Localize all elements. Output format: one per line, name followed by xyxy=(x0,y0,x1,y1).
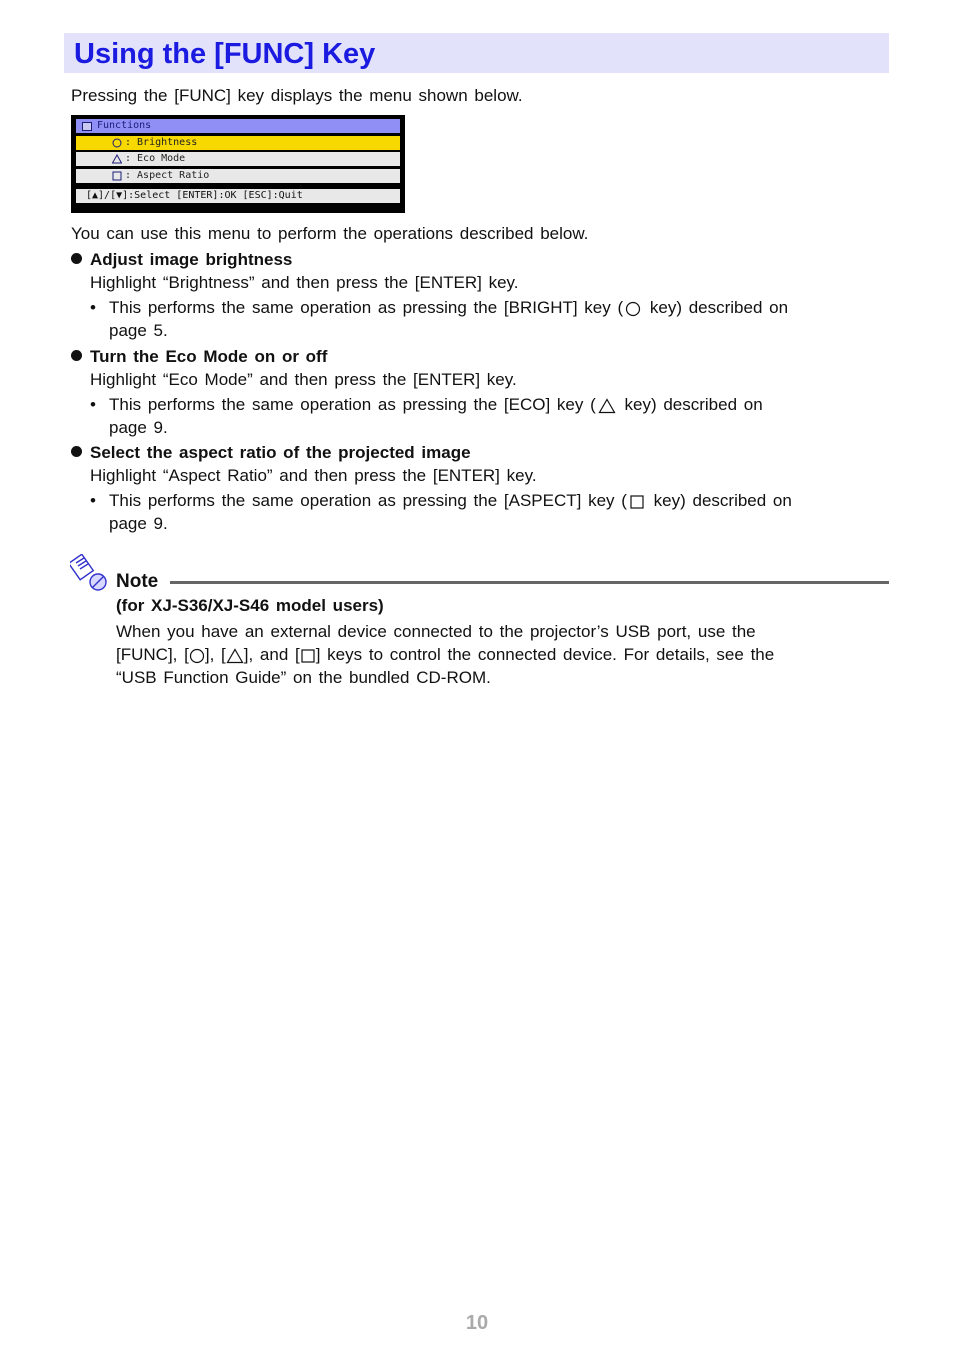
sub-bullet: • xyxy=(90,395,96,414)
square-icon xyxy=(112,171,122,181)
triangle-icon xyxy=(598,398,616,414)
sub-text-b: key) described on xyxy=(617,395,763,414)
triangle-icon xyxy=(226,648,244,664)
section-heading: Adjust image brightness xyxy=(90,250,293,269)
note-line-1: When you have an external device connected to the projector’s USB port, use the xyxy=(116,622,756,641)
section-sub-line xyxy=(109,489,792,512)
note-subtitle: (for XJ-S36/XJ-S46 model users) xyxy=(116,596,384,615)
menu-item-label: : Eco Mode xyxy=(125,153,186,164)
note-divider xyxy=(170,581,889,584)
menu-header-label: Functions xyxy=(97,120,152,131)
menu-item-label: : Brightness xyxy=(125,136,198,148)
square-icon xyxy=(300,648,316,664)
section-sub-line xyxy=(109,393,763,416)
title-bar xyxy=(64,33,889,73)
sub-bullet: • xyxy=(90,298,96,317)
bullet-dot xyxy=(71,253,82,264)
functions-icon xyxy=(82,122,92,131)
section-text: Highlight “Aspect Ratio” and then press the [ENTER] key. xyxy=(90,466,537,485)
triangle-icon xyxy=(112,154,122,164)
note-text: ] keys to control the connected device. For details, see the xyxy=(315,645,775,664)
intro-text: Pressing the [FUNC] key displays the menu shown below. xyxy=(71,86,523,105)
menu-item-brightness xyxy=(76,136,400,150)
note-text: [FUNC], [ xyxy=(116,645,189,664)
sub-text-b: key) described on xyxy=(646,491,792,510)
section-text: Highlight “Eco Mode” and then press the [ENTER] key. xyxy=(90,370,517,389)
sub-text-a: This performs the same operation as pressing the [BRIGHT] key ( xyxy=(109,298,624,317)
section-sub-line xyxy=(109,296,788,319)
section-heading: Turn the Eco Mode on or off xyxy=(90,347,328,366)
circle-icon xyxy=(189,648,205,664)
menu-header xyxy=(76,119,400,133)
sub-bullet: • xyxy=(90,491,96,510)
menu-item-aspect-ratio xyxy=(76,169,400,183)
note-line-2 xyxy=(116,643,774,666)
bullet-dot xyxy=(71,446,82,457)
note-title: Note xyxy=(116,571,159,592)
menu-footer: [▲]/[▼]:Select [ENTER]:OK [ESC]:Quit xyxy=(76,189,400,203)
note-line-3: “USB Function Guide” on the bundled CD-ROM. xyxy=(116,668,491,687)
note-text: ], and [ xyxy=(243,645,300,664)
functions-menu-screenshot xyxy=(71,115,405,213)
sub-text-a: This performs the same operation as pressing the [ECO] key ( xyxy=(109,395,596,414)
sub-text-a: This performs the same operation as pressing the [ASPECT] key ( xyxy=(109,491,627,510)
note-text: ], [ xyxy=(204,645,226,664)
section-text: Highlight “Brightness” and then press the [ENTER] key. xyxy=(90,273,519,292)
menu-item-eco-mode xyxy=(76,152,400,166)
note-pencil-icon xyxy=(70,554,110,594)
page-title: Using the [FUNC] Key xyxy=(74,38,376,70)
bullet-dot xyxy=(71,350,82,361)
lead-text: You can use this menu to perform the operations described below. xyxy=(71,224,589,243)
circle-icon xyxy=(625,301,641,317)
section-heading: Select the aspect ratio of the projected image xyxy=(90,443,471,462)
sub-text-b: key) described on xyxy=(643,298,789,317)
page-number: 10 xyxy=(465,1312,489,1334)
circle-icon xyxy=(112,138,122,148)
square-icon xyxy=(629,494,645,510)
section-sub-page: page 5. xyxy=(109,321,168,340)
section-sub-page: page 9. xyxy=(109,514,168,533)
section-sub-page: page 9. xyxy=(109,418,168,437)
menu-item-label: : Aspect Ratio xyxy=(125,169,210,181)
